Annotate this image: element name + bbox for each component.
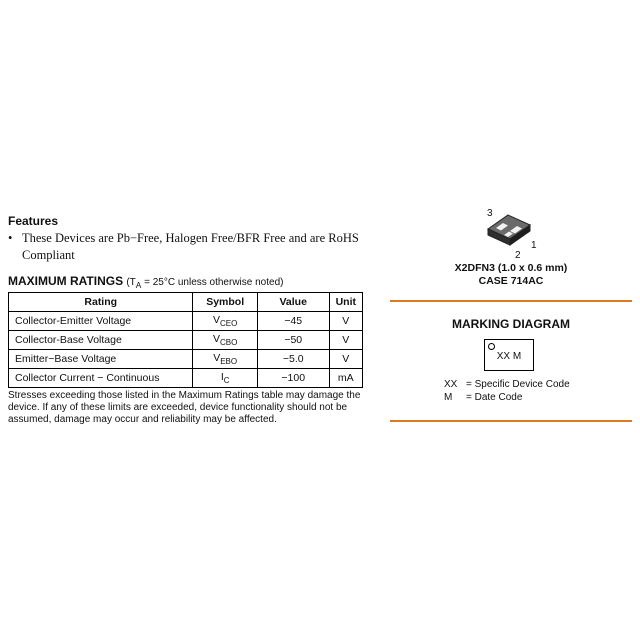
pin-1-indicator-icon <box>488 343 495 350</box>
legend-desc: = Specific Device Code <box>466 379 570 390</box>
package-name: X2DFN3 (1.0 x 0.6 mm) <box>454 262 568 274</box>
unit-cell: V <box>329 312 362 331</box>
value-cell: −50 <box>257 331 329 350</box>
header-rating: Rating <box>9 293 193 312</box>
features-heading: Features <box>8 214 59 228</box>
header-symbol: Symbol <box>193 293 257 312</box>
rating-cell: Collector-Base Voltage <box>9 331 193 350</box>
symbol-cell: $V_{CBO}$ <box>193 331 257 350</box>
value-cell: −5.0 <box>257 350 329 369</box>
legend-row <box>444 379 570 390</box>
rating-cell: Collector Current − Continuous <box>9 369 193 388</box>
package-drawing <box>484 206 556 262</box>
rating-cell: Collector-Emitter Voltage <box>9 312 193 331</box>
stress-note: Stresses exceeding those listed in the Maximum Ratings table may damage the device. If any of these limits are exceeded, device functionality should not be assumed, damage may occur and reliability may be affected. <box>8 390 361 425</box>
unit-cell: mA <box>329 369 362 388</box>
symbol-cell: $I_C$ <box>193 369 257 388</box>
value-cell: −45 <box>257 312 329 331</box>
pin-1-label: 1 <box>531 240 537 251</box>
section-divider <box>390 420 632 422</box>
table-row <box>9 331 363 350</box>
unit-cell: V <box>329 331 362 350</box>
legend-row <box>444 392 522 403</box>
marking-code: XX M <box>496 351 522 362</box>
pin-3-label: 3 <box>487 208 493 219</box>
feature-item <box>8 230 378 264</box>
marking-diagram-title: MARKING DIAGRAM <box>452 317 570 331</box>
legend-key: XX <box>444 379 458 390</box>
table-row <box>9 369 363 388</box>
bullet-icon: • <box>8 231 13 245</box>
package-case: CASE 714AC <box>478 275 544 287</box>
ratings-title <box>8 274 283 290</box>
rating-cell: Emitter−Base Voltage <box>9 350 193 369</box>
legend-key: M <box>444 392 453 403</box>
unit-cell: V <box>329 350 362 369</box>
value-cell: −100 <box>257 369 329 388</box>
symbol-cell: $V_{EBO}$ <box>193 350 257 369</box>
symbol-cell: $V_{CEO}$ <box>193 312 257 331</box>
max-ratings-table <box>8 292 363 388</box>
section-divider <box>390 300 632 302</box>
header-unit: Unit <box>329 293 362 312</box>
ratings-condition: ($T_A = 25^\circ C$ unless otherwise noted) <box>126 277 284 290</box>
legend-desc: = Date Code <box>466 392 523 403</box>
features-list <box>8 230 378 264</box>
ratings-title-text: MAXIMUM RATINGS <box>8 274 124 288</box>
table-row <box>9 350 363 369</box>
table-header-row <box>9 293 363 312</box>
marking-box <box>484 339 534 371</box>
table-row <box>9 312 363 331</box>
feature-text: These Devices are Pb−Free, Halogen Free/BFR Free and are RoHS Compliant <box>22 231 359 262</box>
pin-2-label: 2 <box>515 250 521 261</box>
header-value: Value <box>257 293 329 312</box>
